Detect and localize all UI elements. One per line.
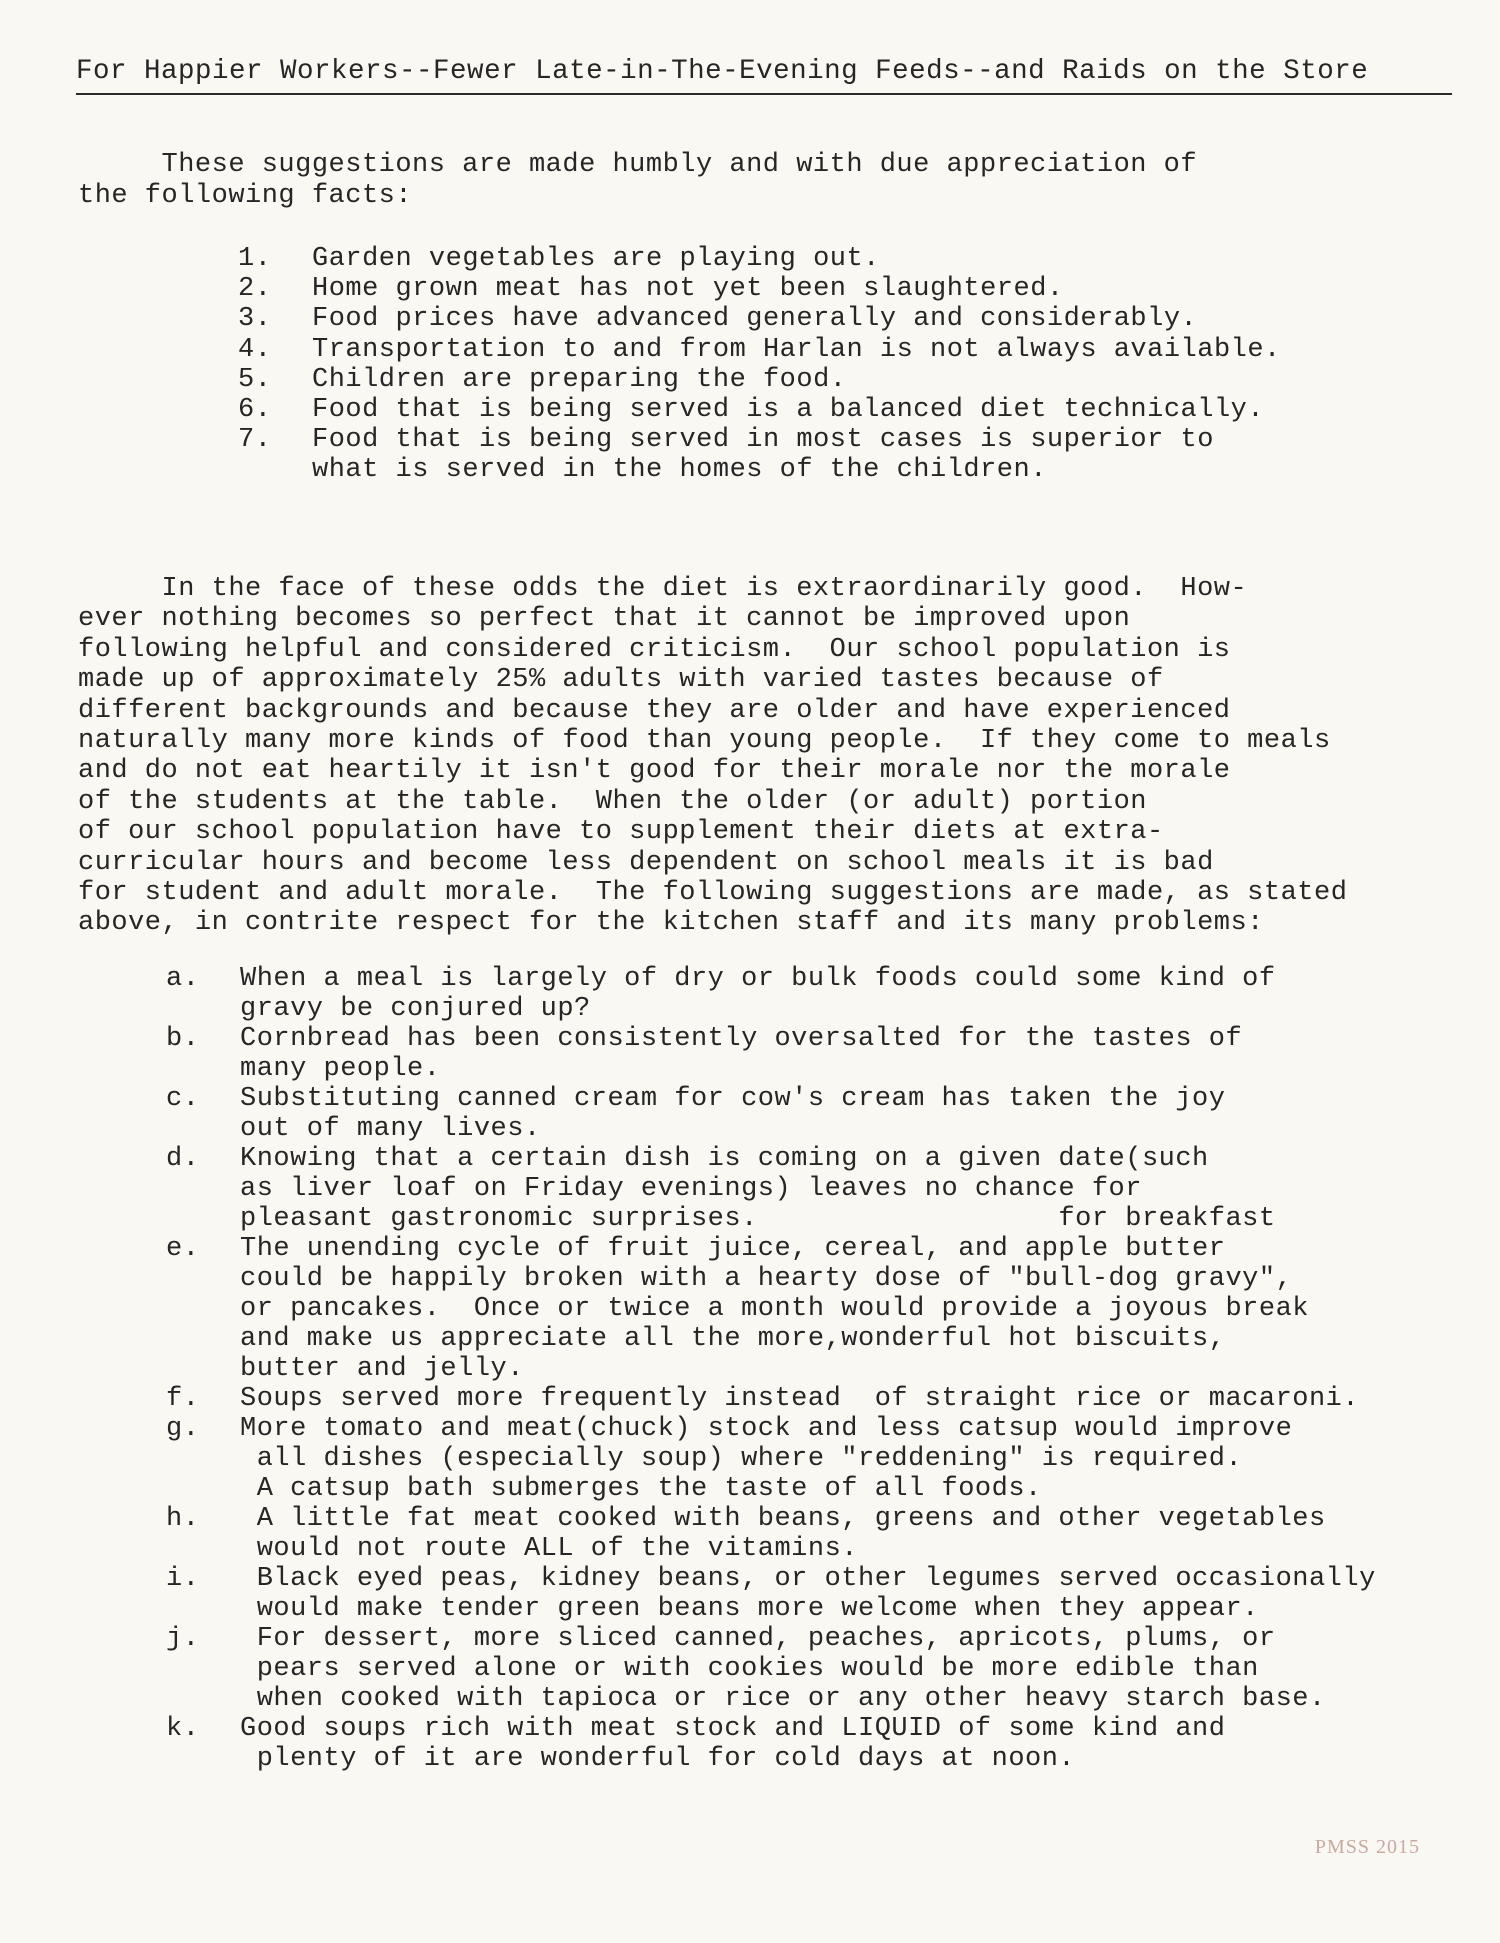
suggestions-list bbox=[166, 964, 1376, 1774]
body-paragraph: In the face of these odds the diet is extraordinarily good. How- ever nothing becomes so perfect that it cannot be improved upon following helpful and considered criticism. Our school population is made up of approximately 25% adults with varied tastes because of different backgrounds and because they are older and have experienced naturally many more kinds of food than young people. If they come to meals and do not eat heartily it isn't good for their morale nor the morale of the students at the table. When the older (or adult) portion of our school population have to supplement their diets at extra- curricular hours and become less dependent on school meals it is bad for student and adult morale. The following suggestions are made, as stated above, in contrite respect for the kitchen staff and its many problems: bbox=[78, 574, 1348, 939]
list-item: k. Good soups rich with meat stock and LIQUID of some kind and plenty of it are wonderful for cold days at noon. bbox=[166, 1714, 1226, 1774]
list-item: 5. Children are preparing the food. bbox=[238, 364, 847, 395]
list-item: a. When a meal is largely of dry or bulk foods could some kind of gravy be conjured up? bbox=[166, 964, 1276, 1024]
list-item: 6. Food that is being served is a balanced diet technically. bbox=[238, 395, 1265, 426]
document-title: For Happier Workers--Fewer Late-in-The-Evening Feeds--and Raids on the Store bbox=[76, 56, 1452, 95]
facts-list bbox=[238, 244, 1281, 486]
intro-paragraph: These suggestions are made humbly and with due appreciation of the following facts: bbox=[78, 150, 1198, 211]
list-item: b. Cornbread has been consistently oversalted for the tastes of many people. bbox=[166, 1024, 1243, 1084]
list-item: j. For dessert, more sliced canned, peaches, apricots, plums, or pears served alone or with cookies would be more edible than when cooked with tapioca or rice or any other heavy starch base. bbox=[166, 1624, 1326, 1714]
list-item: e. The unending cycle of fruit juice, cereal, and apple butter could be happily broken with a hearty dose of "bull-dog gravy", or pancakes. Once or twice a month would provide a joyous break and make us appreciate all the more,wonderful hot biscuits, butter and jelly. bbox=[166, 1234, 1309, 1384]
list-item: 7. Food that is being served in most cases is superior to what is served in the homes of the children. bbox=[238, 425, 1214, 486]
list-item: g. More tomato and meat(chuck) stock and less catsup would improve all dishes (especially soup) where "reddening" is required. A catsup bath submerges the taste of all foods. bbox=[166, 1414, 1293, 1504]
list-item: 4. Transportation to and from Harlan is not always available. bbox=[238, 334, 1281, 365]
list-item: 3. Food prices have advanced generally and considerably. bbox=[238, 304, 1198, 335]
list-item: 2. Home grown meat has not yet been slaughtered. bbox=[238, 274, 1064, 305]
list-item: i. Black eyed peas, kidney beans, or other legumes served occasionally would make tender green beans more welcome when they appear. bbox=[166, 1564, 1376, 1624]
list-item: f. Soups served more frequently instead of straight rice or macaroni. bbox=[166, 1384, 1360, 1414]
list-item: c. Substituting canned cream for cow's cream has taken the joy out of many lives. bbox=[166, 1084, 1226, 1144]
list-item: 1. Garden vegetables are playing out. bbox=[238, 244, 880, 274]
archive-watermark: PMSS 2015 bbox=[1314, 1836, 1420, 1858]
list-item: d. Knowing that a certain dish is coming on a given date(such as liver loaf on Friday evenings) leaves no chance for pleasant gastronomic surprises. for breakfast bbox=[166, 1144, 1276, 1234]
list-item: h. A little fat meat cooked with beans, greens and other vegetables would not route ALL of the vitamins. bbox=[166, 1504, 1326, 1564]
